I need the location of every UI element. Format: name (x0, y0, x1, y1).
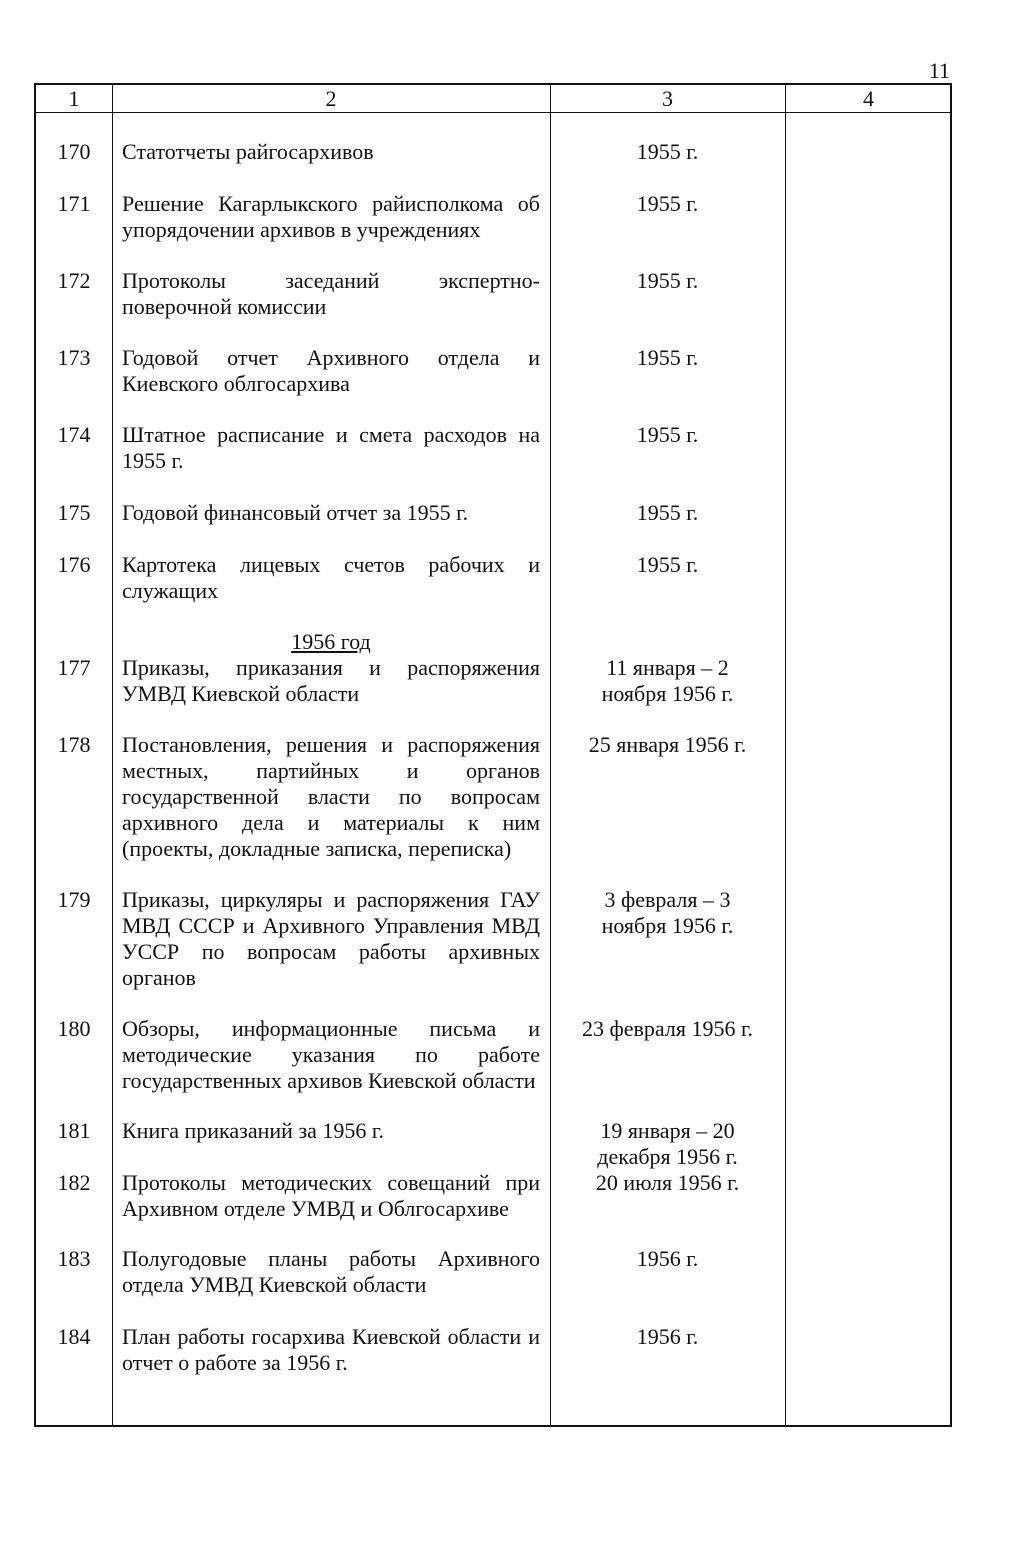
row-title: Статотчеты райгосархивов (122, 139, 374, 164)
row-number: 172 (57, 268, 91, 293)
row-date: 1955 г. (636, 422, 699, 447)
inventory-table (34, 83, 952, 1427)
row-date: 1955 г. (636, 552, 699, 577)
row-number: 174 (57, 422, 91, 447)
row-date: 23 февраля 1956 г. (581, 1016, 753, 1041)
row-number: 179 (57, 887, 91, 912)
row-title: Картотека лицевых счетов рабочих и служащих (122, 552, 540, 603)
row-title: Книга приказаний за 1956 г. (122, 1118, 384, 1143)
row-date: 1955 г. (636, 191, 699, 216)
row-number: 178 (57, 732, 91, 757)
row-date: 1956 г. (636, 1324, 699, 1349)
row-number: 176 (57, 552, 91, 577)
column-header-1: 1 (68, 86, 80, 111)
row-title: Годовой финансовый отчет за 1955 г. (122, 500, 469, 525)
row-number: 182 (57, 1170, 91, 1195)
row-number: 171 (57, 191, 91, 216)
row-number: 175 (57, 500, 91, 525)
row-date: 1955 г. (636, 345, 699, 370)
row-date: 3 февраля – 3 ноября 1956 г. (601, 887, 734, 938)
column-header-2: 2 (325, 86, 337, 111)
row-date: 25 января 1956 г. (588, 732, 747, 757)
row-date: 11 января – 2 ноября 1956 г. (601, 655, 734, 706)
row-number: 184 (57, 1324, 91, 1349)
row-title: Годовой отчет Архивного отдела и Киевского облгосархива (122, 345, 540, 396)
row-title: Протоколы методических совещаний при Архивном отделе УМВД и Облгосархиве (122, 1170, 540, 1221)
row-date: 1955 г. (636, 500, 699, 525)
row-number: 173 (57, 345, 91, 370)
column-header-3: 3 (662, 86, 673, 111)
row-date: 1955 г. (636, 268, 699, 293)
page-number: 11 (928, 58, 950, 83)
row-date: 1955 г. (636, 139, 699, 164)
row-number: 180 (57, 1016, 91, 1041)
row-number: 170 (57, 139, 91, 164)
row-title: Решение Кагарлыкского райисполкома об упорядочении архивов в учреждениях (122, 191, 540, 242)
column-header-4: 4 (863, 86, 874, 111)
row-date: 19 января – 20 декабря 1956 г. (597, 1118, 738, 1169)
row-title: Полугодовые планы работы Архивного отдела УМВД Киевской области (122, 1246, 540, 1297)
row-title: Приказы, приказания и распоряжения УМВД Киевской области (122, 655, 540, 706)
year-heading: 1956 год (291, 629, 371, 654)
header-divider (36, 112, 950, 113)
row-date: 1956 г. (636, 1246, 699, 1271)
row-title: План работы госархива Киевской области и отчет о работе за 1956 г. (122, 1324, 540, 1375)
row-number: 177 (57, 655, 91, 680)
row-number: 183 (57, 1246, 91, 1271)
row-title: Штатное расписание и смета расходов на 1955 г. (122, 422, 540, 473)
column-divider (112, 85, 113, 1425)
row-title: Протоколы заседаний экспертно-поверочной комиссии (122, 268, 540, 319)
row-title: Приказы, циркуляры и распоряжения ГАУ МВД СССР и Архивного Управления МВД УССР по вопросам работы архивных органов (122, 887, 540, 990)
row-title: Постановления, решения и распоряжения местных, партийных и органов государственной власти по вопросам архивного дела и материалы к ним (проекты, докладные записка, переписка) (122, 732, 540, 861)
row-title: Обзоры, информационные письма и методические указания по работе государственных архивов Киевской области (122, 1016, 540, 1093)
row-date: 20 июля 1956 г. (595, 1170, 740, 1195)
row-number: 181 (57, 1118, 91, 1143)
column-divider (785, 85, 786, 1425)
